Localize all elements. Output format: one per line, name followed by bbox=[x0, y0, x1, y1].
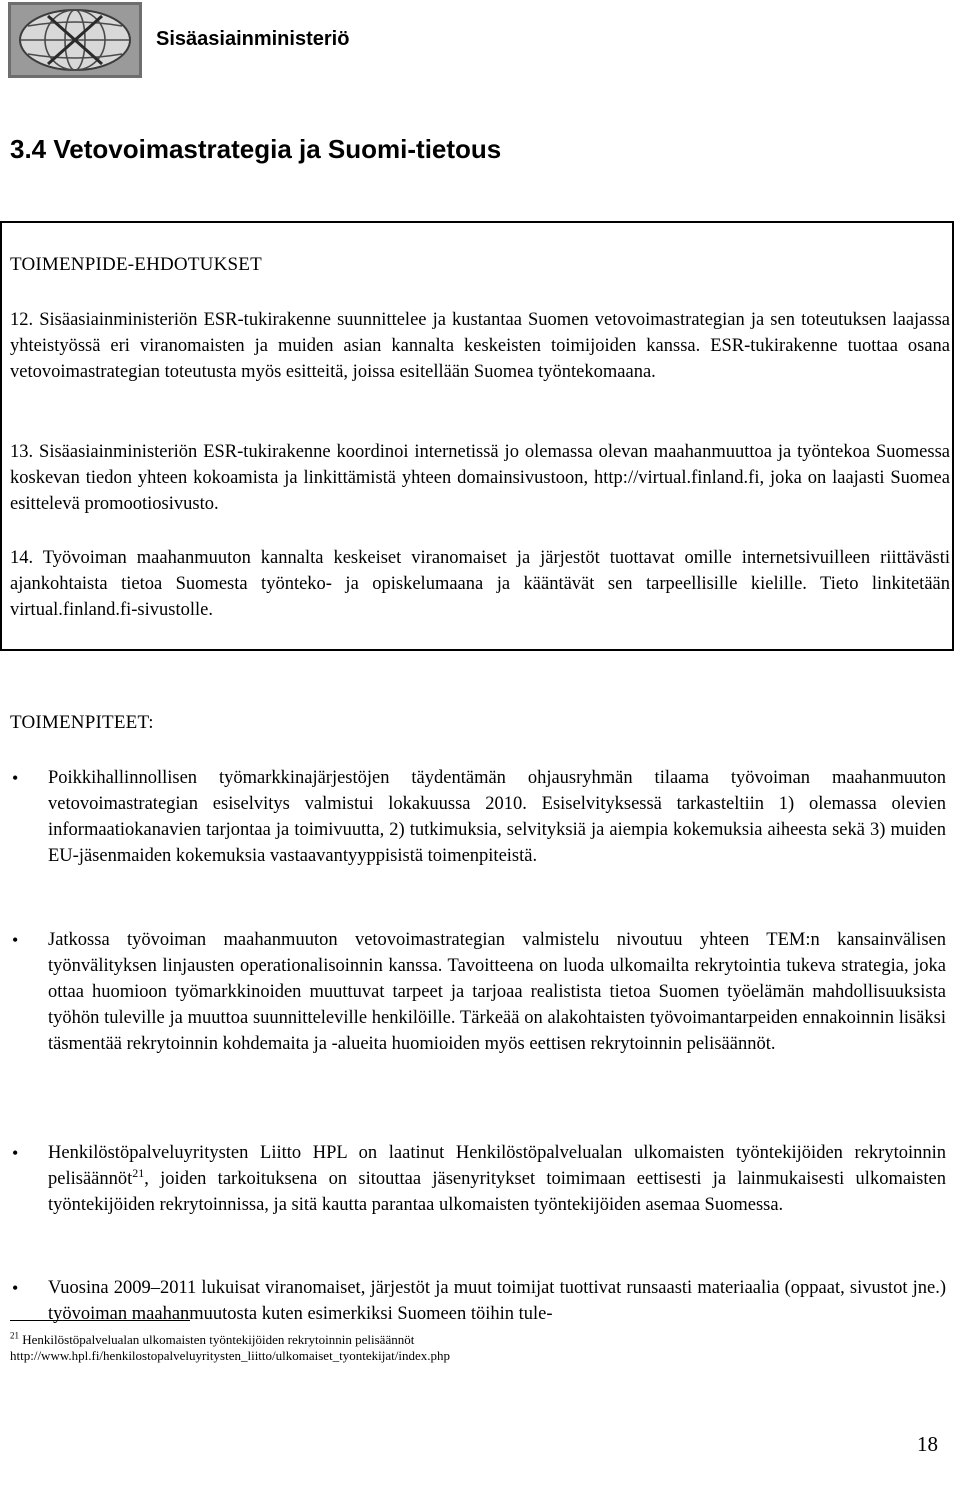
page-header bbox=[8, 2, 948, 78]
bullet-icon: • bbox=[12, 1278, 19, 1298]
bullet-icon: • bbox=[12, 930, 19, 950]
footnote-reference[interactable]: 21 bbox=[132, 1165, 145, 1180]
action-item-3 bbox=[48, 1140, 946, 1218]
footnote-divider bbox=[10, 1320, 190, 1321]
action-item-1: Poikkihallinnollisen työmarkkinajärjestöjen täydentämän ohjausryhmän tilaama työvoiman maahanmuuton vetovoimastrategian esiselvitys valmistui lokakuussa 2010. Esiselvityksessä tarkasteltiin 1) olemassa olevien informaatiokanavien tarjontaa ja toimivuutta, 2) tutkimuksia, selvityksiä ja aiempia kokemuksia aiheesta sekä 3) muiden EU-jäsenmaiden kokemuksia vastaavantyyppisistä toimenpiteistä. bbox=[48, 768, 946, 866]
bullet-icon: • bbox=[12, 768, 19, 788]
bullet-icon: • bbox=[12, 1143, 19, 1163]
action-item-3-text: Henkilöstöpalveluyritysten Liitto HPL on laatinut Henkilöstöpalvelualan ulkomaisten työntekijöiden rekrytoinnin pelisäännöt bbox=[48, 1143, 946, 1189]
ministry-logo-icon bbox=[8, 2, 142, 78]
action-item-2: Jatkossa työvoiman maahanmuuton vetovoimastrategian valmistelu nivoutuu yhteen TEM:n kansainvälisen työnvälityksen linjausten operationalisoinnin kanssa. Tavoitteena on luoda ulkomailta rekrytointia tukeva strategia, joka ottaa huomioon työmarkkinoiden muuttuvat tarpeet ja tarjoaa realistista tietoa Suomen työelämän mahdollisuuksista työhön tuleville ja muuttoa suunnitteleville henkilöille. Tärkeää on alakohtaisten työvoimantarpeiden ennakoinnin lisäksi täsmentää rekrytoinnin kohdemaita ja -alueita huomioiden myös eettisen rekrytoinnin pelisäännöt. bbox=[48, 930, 946, 1054]
footnote bbox=[10, 1332, 450, 1364]
proposal-13: 13. Sisäasiainministeriön ESR-tukirakenne koordinoi internetissä jo olemassa olevan maahanmuuttoa ja työntekoa Suomessa koskevan tiedon yhteen kokoamista ja linkittämistä yhteen domainsivustoon, http://virtual.finland.fi, joka on laajasti Suomea esittelevä promootiosivusto. bbox=[10, 442, 950, 514]
proposal-14: 14. Työvoiman maahanmuuton kannalta keskeiset viranomaiset ja järjestöt tuottavat omille internetsivuilleen riittävästi ajankohtaista tietoa Suomesta työnteko- ja opiskelumaana ja kääntävät sen tarpeellisille kielille. Tieto linkitetään virtual.finland.fi-sivustolle. bbox=[10, 548, 950, 620]
section-title: 3.4 Vetovoimastrategia ja Suomi-tietous bbox=[10, 134, 502, 164]
footnote-title: Henkilöstöpalvelualan ulkomaisten työntekijöiden rekrytoinnin pelisäännöt bbox=[22, 1332, 415, 1347]
action-item-3-text-continued: , joiden tarkoituksena on sitouttaa jäsenyritykset toimimaan eettisesti ja lainmukaisesti ulkomaisten työntekijöiden rekrytoinnissa, ja sitä kautta parantaa ulkomaisten työntekijöiden asemaa Suomessa. bbox=[48, 1169, 946, 1215]
organization-name: Sisäasiainministeriö bbox=[156, 28, 350, 50]
action-item-4: Vuosina 2009–2011 lukuisat viranomaiset, järjestöt ja muut toimijat tuottivat runsaasti materiaalia (oppaat, sivustot jne.) työvoiman maahanmuutosta kuten esimerkiksi Suomeen töihin tule- bbox=[48, 1278, 946, 1324]
footnote-number: 21 bbox=[10, 1330, 19, 1341]
page-number: 18 bbox=[917, 1432, 938, 1456]
proposals-heading: TOIMENPIDE-EHDOTUKSET bbox=[10, 254, 262, 275]
actions-heading: TOIMENPITEET: bbox=[10, 712, 154, 733]
proposal-12: 12. Sisäasiainministeriön ESR-tukirakenne suunnittelee ja kustantaa Suomen vetovoimastrategian ja sen toteutuksen laajassa yhteistyössä eri viranomaisten ja muiden asian kannalta keskeisten toimijoiden kanssa. ESR-tukirakenne tuottaa osana vetovoimastrategian toteutusta myös esitteitä, joissa esitellään Suomea työntekomaana. bbox=[10, 310, 950, 382]
footnote-url[interactable]: http://www.hpl.fi/henkilostopalveluyritysten_liitto/ulkomaiset_tyontekijat/index.php bbox=[10, 1348, 451, 1363]
